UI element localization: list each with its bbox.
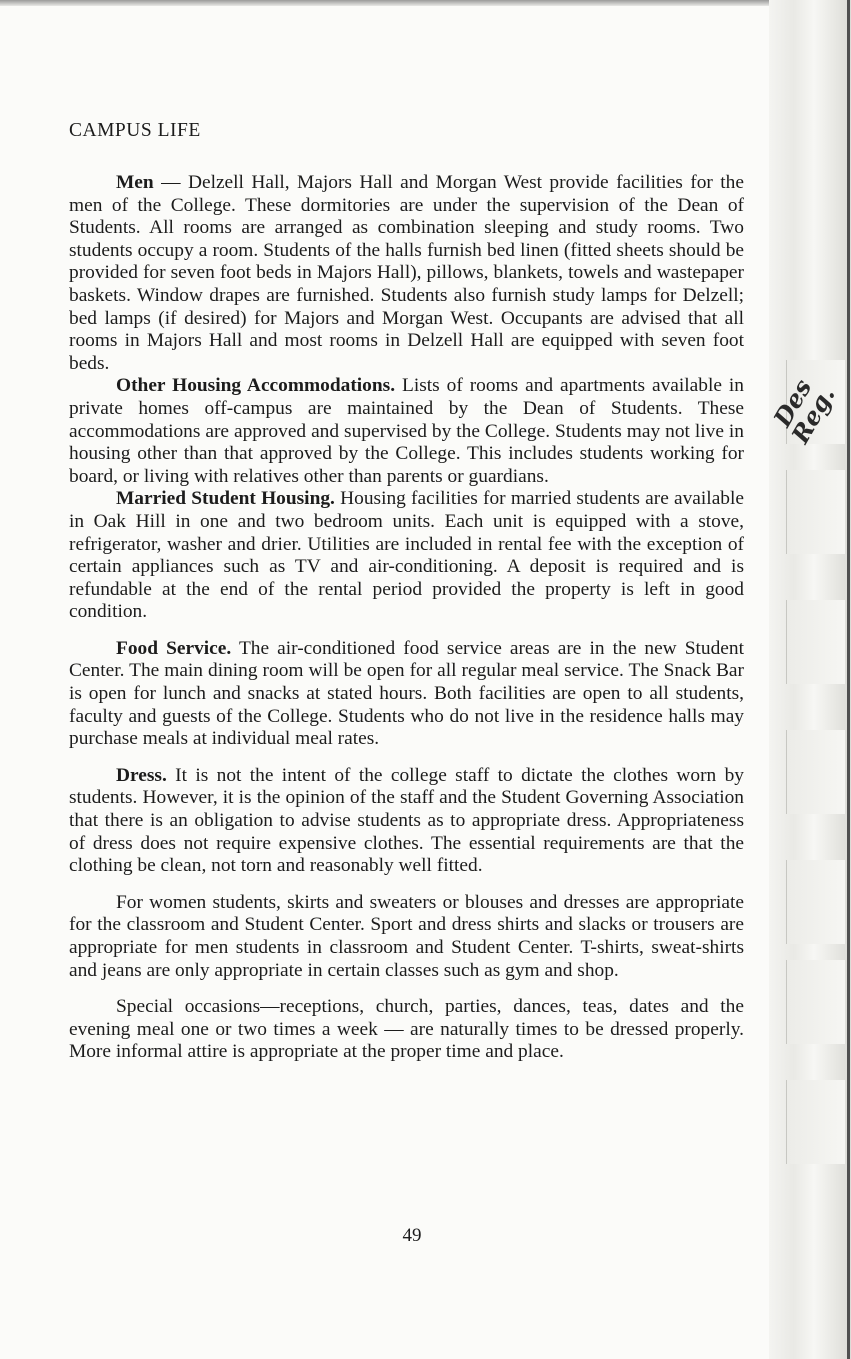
paragraph-dress-women-men — [69, 892, 744, 982]
paragraph-special-occasions — [69, 996, 744, 1064]
paragraph-body: The air-conditioned food service areas are in the new Student Center. The main dining room will be open for all regular meal service. The Snack Bar is open for lunch and snacks at stated hours. Both facilities are open to all students, faculty and guests of the College. Students who do not live in the residence halls may purchase meals at individual meal rates. — [69, 637, 744, 750]
index-tab — [786, 470, 845, 554]
paragraph-heading: Men — [116, 172, 154, 193]
paragraph-dress — [69, 765, 744, 878]
section-title: CAMPUS LIFE — [69, 120, 201, 141]
index-tab — [786, 1080, 845, 1164]
paragraph-body: Housing facilities for married students are available in Oak Hill in one and two bedroom units. Each unit is equipped with a stove, refrigerator, washer and drier. Utilities are included in rental fee with the exception of certain appliances such as TV and air-conditioning. A deposit is required and is refundable at the end of the rental period provided the property is left in good condition. — [69, 488, 744, 623]
paragraph-body: It is not the intent of the college staff to dictate the clothes worn by students. However, it is the opinion of the staff and the Student Governing Association that there is an obligation to advise students as to appropriate dress. Appropriateness of dress does not require expensive clothes. The essential requirements are that the clothing be clean, not torn and reasonably well fitted. — [69, 764, 744, 877]
handwritten-tab-label: Des Reg. — [767, 374, 841, 449]
paragraph-heading: Other Housing Accommodations. — [116, 375, 396, 397]
paragraph-other-housing — [69, 375, 744, 488]
index-tab — [786, 600, 845, 684]
paragraph-food-service — [69, 638, 744, 751]
paragraph-heading: Dress. — [116, 764, 167, 786]
paragraph-heading: Food Service. — [116, 637, 232, 659]
page-content — [69, 120, 744, 1064]
paragraph-married-housing — [69, 488, 744, 624]
paragraph-heading: Married Student Housing. — [116, 488, 335, 510]
paragraph-body: Lists of rooms and apartments available in private homes off-campus are maintained by the Dean of Students. These accommodations are approved and supervised by the College. Students may not live in housing other than that approved by the College. This includes students working for board, or living with relatives other than parents or guardians. — [69, 375, 744, 487]
paragraph-body: — Delzell Hall, Majors Hall and Morgan West provide facilities for the men of the College. These dormitories are under the supervision of the Dean of Students. All rooms are arranged as combination sleeping and study rooms. Two students occupy a room. Students of the halls furnish bed linen (fitted sheets should be provided for seven foot beds in Majors Hall), pillows, blankets, towels and wastepaper baskets. Window drapes are furnished. Students also furnish study lamps for Delzell; bed lamps (if desired) for Majors and Morgan West. Occupants are advised that all rooms in Majors Hall and most rooms in Delzell Hall are equipped with seven foot beds. — [69, 172, 744, 374]
index-tab — [786, 960, 845, 1044]
paragraph-men — [69, 172, 744, 375]
index-tab — [786, 730, 845, 814]
page-number: 49 — [402, 1225, 422, 1246]
page-top-edge — [0, 0, 851, 6]
index-tab-strip — [769, 0, 851, 1359]
paragraph-body: For women students, skirts and sweaters or blouses and dresses are appropriate for the classroom and Student Center. Sport and dress shirts and slacks or trousers are appropriate for men students in classroom and Student Center. T-shirts, sweat-shirts and jeans are only appropriate in certain classes such as gym and shop. — [69, 891, 744, 981]
page-binding-edge — [847, 0, 850, 1359]
index-tab — [786, 860, 845, 944]
paragraph-body: Special occasions—receptions, church, parties, dances, teas, dates and the evening meal one or two times a week — are naturally times to be dressed properly. More informal attire is appropriate at the proper time and place. — [69, 996, 744, 1063]
